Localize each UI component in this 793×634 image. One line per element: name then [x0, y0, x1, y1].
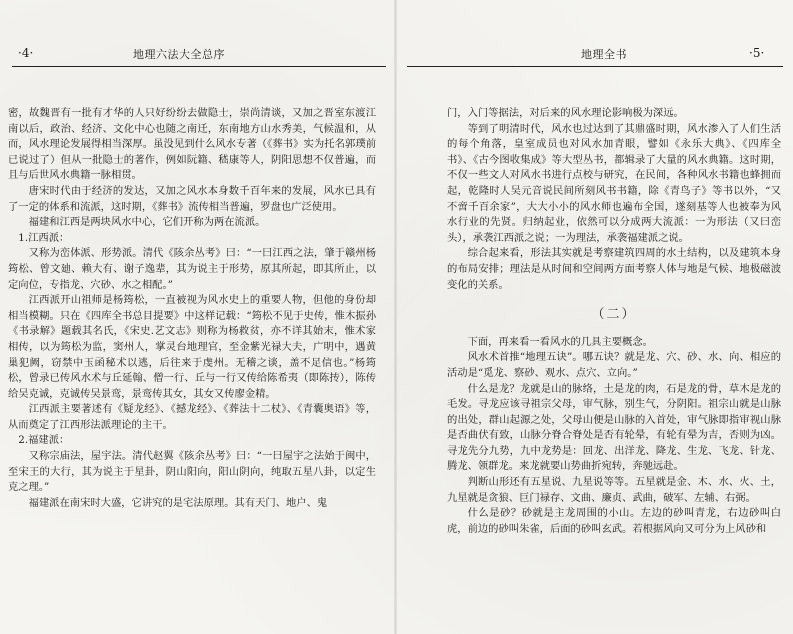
- left-page-body: [8, 106, 376, 511]
- left-page: [0, 0, 396, 634]
- paragraph: 下面，再来看一看风水的几具主要概念。: [467, 335, 653, 348]
- paragraph: 江西派主要著述有《疑龙经》、《撼龙经》、《葬法十二杖》、《青囊奥语》等，从而奠定了江西形法派理论的主干。: [8, 403, 376, 431]
- left-running-title: 地理六法大全总序: [133, 48, 225, 61]
- section-heading: 2.福建派：: [18, 434, 70, 447]
- right-header-rule: [407, 66, 783, 67]
- paragraph: 什么是龙？龙就是山的脉络，土是龙的肉，石是龙的骨，草木是龙的毛发。寻龙应该寻祖宗父母，审气脉，别生气，分阴阳。祖宗山就是山脉的出处，群山起源之处，父母山便是山脉的入首处，审气脉即指审视山脉是否曲伏有致，山脉分脊合脊处是否有轮晕，有轮有晕为吉，否则为凶。寻龙先分九势，九中龙势是：回龙、出洋龙、降龙、生龙、飞龙、针龙、腾龙、领群龙。来龙就要山势曲折宛转，奔驰远赴。: [447, 382, 781, 473]
- right-page-body: [447, 106, 781, 537]
- paragraph: 什么是砂？砂就是主龙周围的小山。左边的砂叫青龙，右边砂叫白虎，前边的砂叫朱雀，后面的砂叫玄武。若根据风向又可分为上风砂和: [447, 507, 781, 535]
- paragraph: 等到了明清时代，风水也过达到了其鼎盛时期，风水渗入了人们生活的每个角落，皇室成员也对风水加青眼，譬如《永乐大典》、《四库全书》、《古今图收集成》等大型丛书，都辑录了大量的风水典籍。这时期，不仅一些文人对风水书进行点校与研究，在民间，各种风水书籍也蜂拥而起，乾隆时人吴元音说民间所刻风书书籍，除《青鸟子》等书以外，“又不啻千百余家”，大大小小的风水师也遍布全国，遂刻基等人也被奉为风水行业的先贤。归纳起业，依然可以分成两大流派：一为形法（又曰峦头），承袭江西派之说；一为理法，承袭福建派之说。: [447, 122, 781, 244]
- left-header-rule: [12, 66, 386, 67]
- paragraph: 判断山形还有五星说、九星说等等。五星就是金、木、水、火、土，九星就是贪狼、巨门禄存、文曲、廉贞、武曲，破军、左辅、右弼。: [447, 476, 781, 504]
- paragraph: 密，故魏晋有一批有才华的人只好纷纷去做隐士，崇尚清谈，又加之晋室东渡江南以后，政治、经济、文化中心也随之南迁，东南地方山水秀美，气候温和，从而，风水理论发展得相当深厚。虽没见到什么风水专著（《葬书》实为托名郭璞前已说过了）但从一批隐士的著作，例如阮籍、嵇康等人，阴阳思想不仅普遍，而且与后世风水典籍一脉相贯。: [8, 107, 376, 182]
- paragraph: 又称宗庙法，屋宇法。清代赵翼《陔余丛考》曰：“一曰屋宇之法始于闽中，至宋王的大行，其为说主于星卦，阴山阳向，阳山阴向，纯取五星八卦，以定生克之理。”: [8, 450, 376, 494]
- paragraph: 江西派开山祖师是杨筠松，一直被视为风水史上的重要人物，但他的身份却相当模糊。只在《四库全书总目提要》中这样记载：“筠松不见于史传，惟木振孙《书录解》题载其名氏，《宋史.艺文志》则称为杨救贫，亦不详其始末，惟术家相传，以为筠松为监，窦州人，掌灵台地理官，至金紫光禄大夫，广明中，遇黄巢犯阙，窃禁中玉函秘术以逃，后往来于虔州。无稽之谈，盖不足信也。”杨筠松，曾录已传风水术与丘延翰、僧一行、丘与一行又传给陈希夷（即陈抟），陈传给吴克诚，克诚传吴景鸾，景鸾传其女，其女又传廖金精。: [8, 294, 376, 400]
- right-page-number: ·5·: [749, 46, 765, 60]
- paragraph: 福建派在南宋时大盛，它讲究的是宅法原理。其有天门、地户、鬼: [28, 496, 328, 509]
- paragraph: 又称为峦体派、形势派。清代《陔余丛考》曰：“一曰江西之法，肇于赣州杨筠松、曾文廸、赖大有、谢子逸辈，其为说主于形势，原其所起，即其所止，以定向位，专指龙、穴砂、水之相配。”: [8, 247, 376, 291]
- section-heading: 1.江西派：: [18, 231, 70, 244]
- left-page-number: ·4·: [18, 46, 34, 60]
- paragraph: 综合起来看，形法其实就是考察建筑四周的水土结构，以及建筑本身的布局安排；理法是从时间和空间两方面考察人体与地是气候、地极磁波变化的关系。: [447, 247, 781, 291]
- section-number-heading: （二）: [591, 307, 637, 323]
- right-page: [397, 0, 793, 634]
- paragraph: 唐宋时代由于经济的发达，又加之风水本身数千百年来的发展，风水已具有了一定的体系和流派，这时期，《葬书》流传相当普遍，罗盘也广泛使用。: [8, 184, 376, 213]
- paragraph: 福建和江西是两块风水中心，它们开称为两在流派。: [28, 216, 266, 229]
- left-page-header: [0, 46, 396, 64]
- paragraph: 风水术首推“地理五诀”。哪五诀？就是龙、穴、砂、水、向、相应的活动是“觅龙、察砂、观水、点穴、立向。”: [447, 351, 781, 379]
- right-page-header: [397, 46, 793, 64]
- paragraph: 门，入门等据法，对后来的风水理论影响极为深远。: [447, 107, 684, 119]
- right-running-title: 地理全书: [581, 48, 627, 61]
